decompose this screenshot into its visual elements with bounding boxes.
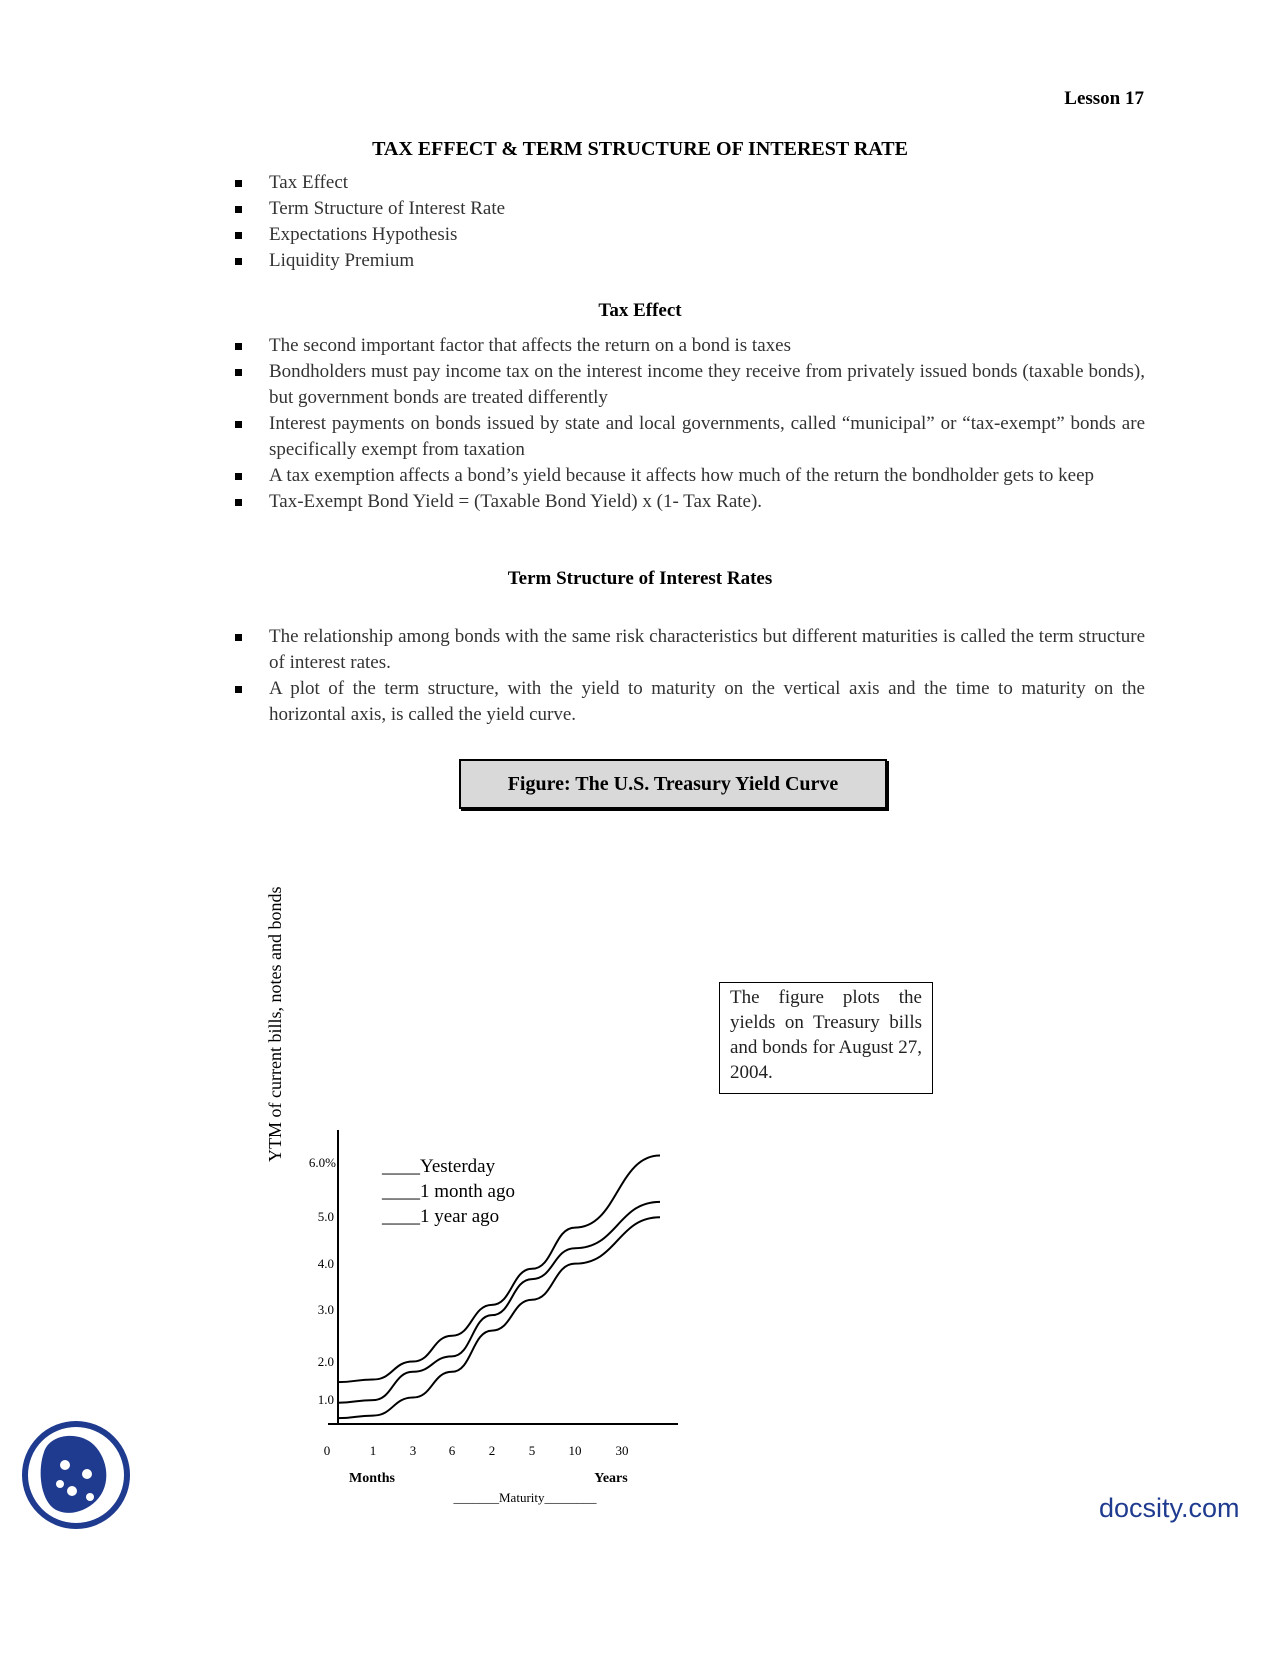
x-group-label-months: Months xyxy=(349,1471,395,1486)
figure-note: The figure plots the yields on Treasury bills and bonds for August 27, 2004. xyxy=(719,982,933,1094)
list-item: Term Structure of Interest Rate xyxy=(230,196,1145,222)
figure-caption: Figure: The U.S. Treasury Yield Curve xyxy=(459,759,887,809)
list-item: Tax Effect xyxy=(230,170,1145,196)
legend-entry-1-month-ago: ____1 month ago xyxy=(382,1181,515,1202)
list-item: A tax exemption affects a bond’s yield because it affects how much of the return the bondholder gets to keep xyxy=(230,463,1145,489)
list-item: Tax-Exempt Bond Yield = (Taxable Bond Yield) x (1- Tax Rate). xyxy=(230,489,1145,515)
x-tick-label: 30 xyxy=(615,1443,629,1458)
chart-legend xyxy=(381,1156,515,1227)
x-tick-label: 1 xyxy=(369,1443,377,1458)
x-tick-label: 2 xyxy=(488,1443,496,1458)
docsity-brand: docsity.com xyxy=(1099,1493,1240,1523)
y-tick-label: 2.0 xyxy=(317,1354,334,1369)
x-tick-label: 10 xyxy=(568,1443,582,1458)
x-axis-label: _______Maturity________ xyxy=(453,1490,597,1505)
x-tick-label: 5 xyxy=(528,1443,536,1458)
lesson-number: Lesson 17 xyxy=(1064,88,1144,109)
x-tick-label: 3 xyxy=(409,1443,417,1458)
list-item: Liquidity Premium xyxy=(230,248,1145,274)
x-tick-label: 6 xyxy=(448,1443,456,1458)
y-tick-label: 1.0 xyxy=(317,1392,334,1407)
list-item: A plot of the term structure, with the yield to maturity on the vertical axis and the time to maturity on the horizontal axis, is called the yield curve. xyxy=(230,676,1145,728)
y-tick-label: 6.0% xyxy=(308,1155,336,1170)
list-item: The relationship among bonds with the same risk characteristics but different maturities is called the term structure of interest rates. xyxy=(230,624,1145,676)
legend-entry-1-year-ago: ____1 year ago xyxy=(382,1206,500,1227)
list-item: Expectations Hypothesis xyxy=(230,222,1145,248)
x-group-label-years: Years xyxy=(594,1471,628,1486)
docsity-logo xyxy=(20,1419,132,1531)
section-heading-tax-effect: Tax Effect xyxy=(598,300,682,321)
y-tick-label: 4.0 xyxy=(317,1256,334,1271)
y-tick-label: 3.0 xyxy=(317,1302,334,1317)
page-title: TAX EFFECT & TERM STRUCTURE OF INTEREST RATE xyxy=(372,138,908,160)
list-item: Bondholders must pay income tax on the interest income they receive from privately issued bonds (taxable bonds), but government bonds are treated differently xyxy=(230,359,1145,411)
y-tick-label: 5.0 xyxy=(317,1209,334,1224)
list-item: Interest payments on bonds issued by state and local governments, called “municipal” or “tax-exempt” bonds are specifically exempt from taxation xyxy=(230,411,1145,463)
list-item: The second important factor that affects the return on a bond is taxes xyxy=(230,333,1145,359)
legend-entry-yesterday: ____Yesterday xyxy=(382,1156,496,1177)
x-tick-label: 0 xyxy=(323,1443,331,1458)
y-axis-label: YTM of current bills, notes and bonds xyxy=(265,886,285,1162)
series-line-1-year-ago xyxy=(338,1217,660,1418)
section-heading-term-structure: Term Structure of Interest Rates xyxy=(507,568,773,589)
